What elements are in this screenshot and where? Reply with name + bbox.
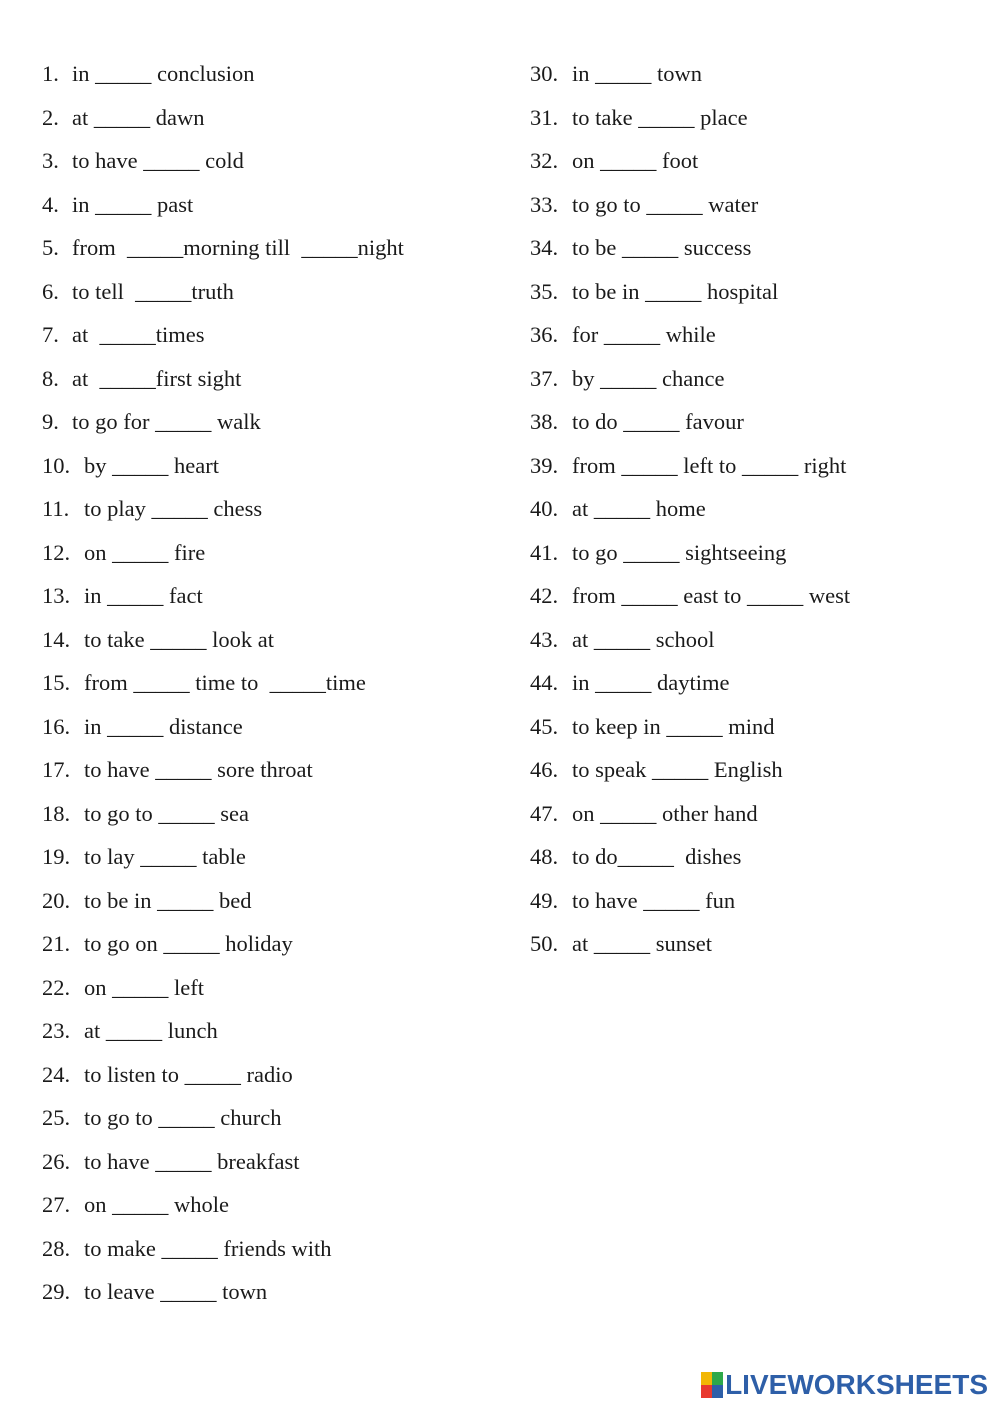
exercise-item	[530, 618, 970, 662]
item-number: 8.	[42, 365, 59, 391]
item-phrase: at _____first sight	[72, 365, 242, 391]
item-number: 24.	[42, 1061, 71, 1087]
exercise-item	[530, 52, 970, 96]
liveworksheets-brand: LIVEWORKSHEETS	[725, 1369, 988, 1400]
item-number: 31.	[530, 104, 559, 130]
item-number: 15.	[42, 670, 71, 695]
item-number: 10.	[42, 452, 71, 478]
item-phrase: to be _____ success	[572, 235, 752, 260]
item-phrase: in _____ fact	[84, 583, 203, 608]
item-phrase: to have _____ cold	[72, 148, 244, 173]
liveworksheets-logo-icon	[701, 1372, 723, 1398]
item-phrase: to make _____ friends with	[84, 1235, 332, 1261]
item-phrase: to lay _____ table	[84, 844, 246, 869]
item-phrase: to have _____ breakfast	[84, 1148, 300, 1174]
item-number: 20.	[42, 887, 71, 913]
item-phrase: from _____morning till _____night	[72, 235, 404, 260]
exercise-item	[42, 52, 492, 96]
exercise-item	[42, 618, 492, 662]
item-phrase: to go to _____ church	[84, 1105, 282, 1130]
item-phrase: in _____ past	[72, 191, 194, 217]
item-phrase: in _____ conclusion	[72, 61, 255, 86]
item-number: 44.	[530, 670, 559, 695]
item-phrase: to do_____ dishes	[572, 844, 742, 869]
exercise-item	[530, 835, 970, 879]
exercise-item	[530, 96, 970, 140]
exercise-item	[42, 400, 492, 444]
left-column	[42, 52, 492, 1314]
item-phrase: to go to _____ sea	[84, 800, 249, 826]
item-phrase: on _____ whole	[84, 1192, 229, 1217]
item-number: 49.	[530, 887, 559, 913]
exercise-item	[42, 270, 492, 314]
exercise-item	[42, 835, 492, 879]
item-phrase: to leave _____ town	[84, 1279, 268, 1304]
item-number: 13.	[42, 583, 71, 608]
exercise-item	[530, 661, 970, 705]
exercise-item	[530, 400, 970, 444]
exercise-item	[530, 531, 970, 575]
exercise-item	[42, 1183, 492, 1227]
exercise-item	[42, 96, 492, 140]
item-phrase: at _____times	[72, 322, 205, 347]
logo-square-red	[701, 1385, 712, 1398]
item-phrase: to go on _____ holiday	[84, 931, 293, 956]
item-number: 48.	[530, 844, 559, 869]
item-number: 43.	[530, 626, 559, 652]
item-phrase: on _____ other hand	[572, 800, 758, 826]
item-phrase: to take _____ look at	[84, 626, 274, 652]
exercise-item	[42, 226, 492, 270]
right-column	[530, 52, 970, 966]
item-phrase: at _____ lunch	[84, 1018, 218, 1043]
exercise-item	[42, 966, 492, 1010]
exercise-item	[42, 922, 492, 966]
item-phrase: in _____ distance	[84, 713, 243, 739]
item-number: 7.	[42, 322, 59, 347]
item-number: 4.	[42, 191, 59, 217]
exercise-item	[530, 183, 970, 227]
item-number: 18.	[42, 800, 71, 826]
item-phrase: on _____ left	[84, 974, 204, 1000]
item-phrase: to be in _____ hospital	[572, 278, 779, 304]
exercise-item	[530, 748, 970, 792]
item-phrase: at _____ dawn	[72, 104, 205, 130]
item-phrase: to go for _____ walk	[72, 409, 261, 434]
exercise-item	[42, 313, 492, 357]
exercise-item	[530, 357, 970, 401]
item-number: 6.	[42, 278, 59, 304]
item-number: 5.	[42, 235, 59, 260]
item-number: 2.	[42, 104, 59, 130]
item-number: 30.	[530, 61, 559, 86]
exercise-item	[530, 139, 970, 183]
exercise-item	[42, 444, 492, 488]
exercise-item	[42, 357, 492, 401]
item-phrase: to be in _____ bed	[84, 887, 252, 913]
item-number: 25.	[42, 1105, 71, 1130]
item-phrase: on _____ foot	[572, 148, 699, 173]
item-phrase: in _____ town	[572, 61, 703, 86]
item-number: 34.	[530, 235, 559, 260]
item-number: 14.	[42, 626, 71, 652]
item-number: 9.	[42, 409, 59, 434]
item-number: 42.	[530, 583, 559, 608]
item-phrase: from _____ time to _____time	[84, 670, 366, 695]
exercise-item	[530, 270, 970, 314]
item-phrase: to go _____ sightseeing	[572, 539, 787, 565]
exercise-item	[530, 879, 970, 923]
item-phrase: from _____ left to _____ right	[572, 452, 847, 478]
exercise-item	[42, 531, 492, 575]
item-phrase: to do _____ favour	[572, 409, 744, 434]
item-phrase: to keep in _____ mind	[572, 713, 775, 739]
item-number: 47.	[530, 800, 559, 826]
exercise-item	[42, 1227, 492, 1271]
item-phrase: to tell _____truth	[72, 278, 234, 304]
item-number: 41.	[530, 539, 559, 565]
item-phrase: to have _____ fun	[572, 887, 736, 913]
item-number: 33.	[530, 191, 559, 217]
item-phrase: on _____ fire	[84, 539, 206, 565]
item-phrase: at _____ home	[572, 496, 706, 521]
exercise-item	[42, 792, 492, 836]
item-phrase: to have _____ sore throat	[84, 757, 313, 782]
exercise-item	[530, 574, 970, 618]
item-number: 40.	[530, 496, 559, 521]
exercise-item	[42, 748, 492, 792]
item-number: 16.	[42, 713, 71, 739]
exercise-item	[42, 1270, 492, 1314]
exercise-item	[530, 705, 970, 749]
item-phrase: by _____ chance	[572, 365, 725, 391]
item-number: 32.	[530, 148, 559, 173]
exercise-item	[42, 1009, 492, 1053]
item-number: 35.	[530, 278, 559, 304]
item-phrase: to go to _____ water	[572, 191, 759, 217]
exercise-item	[42, 139, 492, 183]
item-number: 46.	[530, 757, 559, 782]
exercise-item	[42, 1053, 492, 1097]
exercise-item	[42, 1096, 492, 1140]
item-number: 37.	[530, 365, 559, 391]
item-number: 17.	[42, 757, 71, 782]
item-number: 36.	[530, 322, 559, 347]
item-number: 23.	[42, 1018, 71, 1043]
logo-square-blue	[712, 1385, 723, 1398]
item-phrase: for _____ while	[572, 322, 716, 347]
item-number: 11.	[42, 496, 70, 521]
item-number: 12.	[42, 539, 71, 565]
item-phrase: to listen to _____ radio	[84, 1061, 293, 1087]
exercise-item	[42, 661, 492, 705]
item-number: 1.	[42, 61, 59, 86]
item-phrase: at _____ sunset	[572, 931, 712, 956]
exercise-item	[42, 487, 492, 531]
item-number: 38.	[530, 409, 559, 434]
item-phrase: to take _____ place	[572, 104, 748, 130]
item-number: 39.	[530, 452, 559, 478]
exercise-item	[530, 226, 970, 270]
item-number: 45.	[530, 713, 559, 739]
item-number: 22.	[42, 974, 71, 1000]
logo-square-green	[712, 1372, 723, 1385]
item-number: 19.	[42, 844, 71, 869]
exercise-item	[42, 574, 492, 618]
item-number: 50.	[530, 931, 559, 956]
item-phrase: in _____ daytime	[572, 670, 730, 695]
item-number: 27.	[42, 1192, 71, 1217]
item-phrase: at _____ school	[572, 626, 715, 652]
exercise-item	[42, 1140, 492, 1184]
item-number: 3.	[42, 148, 59, 173]
item-phrase: to play _____ chess	[84, 496, 263, 521]
exercise-item	[42, 879, 492, 923]
exercise-item	[42, 705, 492, 749]
logo-square-yellow	[701, 1372, 712, 1385]
item-number: 29.	[42, 1279, 71, 1304]
exercise-item	[530, 313, 970, 357]
item-phrase: by _____ heart	[84, 452, 219, 478]
liveworksheets-footer	[701, 1368, 988, 1402]
exercise-item	[530, 792, 970, 836]
exercise-item	[42, 183, 492, 227]
item-phrase: to speak _____ English	[572, 757, 783, 782]
item-number: 26.	[42, 1148, 71, 1174]
item-number: 28.	[42, 1235, 71, 1261]
exercise-item	[530, 922, 970, 966]
exercise-item	[530, 444, 970, 488]
exercise-item	[530, 487, 970, 531]
item-number: 21.	[42, 931, 71, 956]
item-phrase: from _____ east to _____ west	[572, 583, 851, 608]
